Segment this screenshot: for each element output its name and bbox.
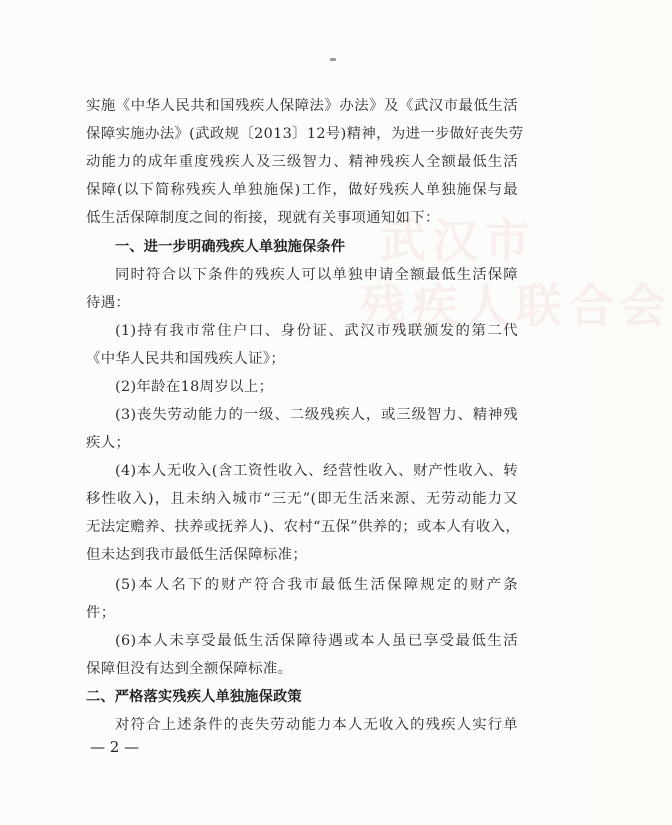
paragraph-line: 待遇： (86, 295, 131, 311)
paragraph-line: 但未达到我市最低生活保障标准； (86, 547, 308, 563)
reverse-side-bleed: 武汉市 (380, 214, 536, 268)
paragraph-line: 动能力的成年重度残疾人及三级智力、精神残疾人全额最低生活 (86, 154, 518, 170)
list-item-2: (2)年龄在18周岁以上； (115, 379, 274, 395)
paragraph-line: 保障但没有达到全额保障标准。 (86, 661, 293, 677)
page-number: — 2 — (90, 738, 140, 756)
paragraph-line: 对符合上述条件的丧失劳动能力本人无收入的残疾人实行单 (115, 717, 518, 733)
paragraph-line: 《中华人民共和国残疾人证》； (86, 351, 286, 367)
paragraph-line: 实施《中华人民共和国残疾人保障法》办法》及《武汉市最低生活 (86, 98, 518, 114)
paragraph-line: 保障(以下简称残疾人单独施保)工作，做好残疾人单独施保与最 (86, 182, 518, 198)
paragraph-line: 同时符合以下条件的残疾人可以单独申请全额最低生活保障 (115, 267, 518, 283)
scan-artifact (330, 58, 336, 61)
list-item-1: (1)持有我市常住户口、身份证、武汉市残联颁发的第二代 (115, 323, 518, 339)
list-item-3: (3)丧失劳动能力的一级、二级残疾人，或三级智力、精神残 (115, 407, 518, 423)
paragraph-line: 低生活保障制度之间的衔接，现就有关事项通知如下： (86, 210, 440, 226)
list-item-5: (5)本人名下的财产符合我市最低生活保障规定的财产条 (115, 577, 518, 593)
reverse-side-bleed: 残疾人联合会 (360, 279, 672, 333)
section-heading-1: 一、进一步明确残疾人单独施保条件 (115, 239, 346, 255)
list-item-4: (4)本人无收入(含工资性收入、经营性收入、财产性收入、转 (115, 463, 518, 479)
paragraph-line: 件； (86, 605, 116, 621)
paragraph-line: 疾人； (86, 435, 131, 451)
paragraph-line: 移性收入)，且未纳入城市“三无”(即无生活来源、无劳动能力又 (86, 491, 518, 507)
paragraph-line: 保障实施办法》(武政规〔2013〕12号)精神，为进一步做好丧失劳 (86, 126, 524, 142)
section-heading-2: 二、严格落实残疾人单独施保政策 (86, 689, 302, 705)
list-item-6: (6)本人未享受最低生活保障待遇或本人虽已享受最低生活 (115, 633, 518, 649)
paragraph-line: 无法定赡养、扶养或抚养人)、农村“五保”供养的；或本人有收入， (86, 519, 521, 535)
